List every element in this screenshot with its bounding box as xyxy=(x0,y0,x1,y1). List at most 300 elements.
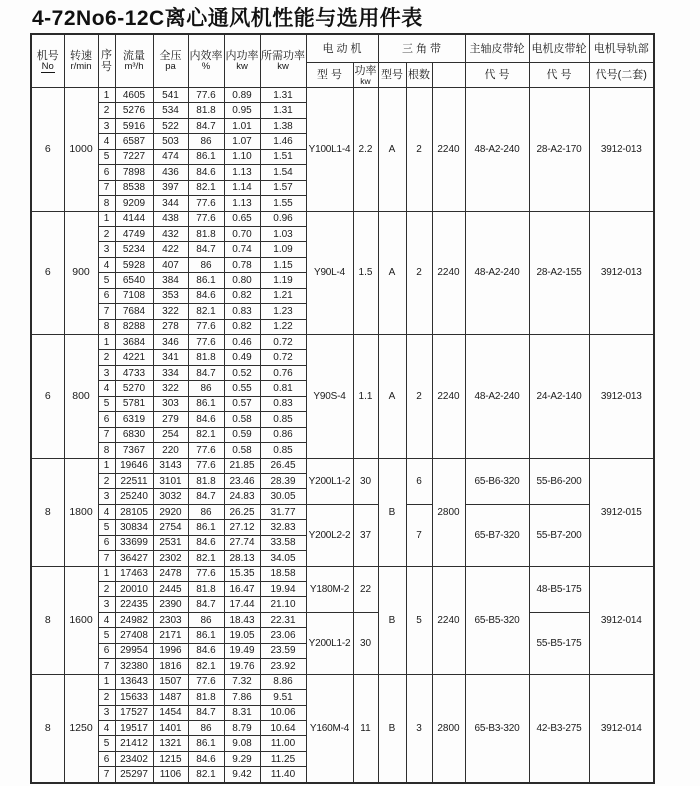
internal-power-cell: 0.74 xyxy=(224,242,260,257)
motor-power-cell: 2.2 xyxy=(353,88,378,212)
required-power-cell: 23.59 xyxy=(260,643,306,658)
pressure-cell: 1106 xyxy=(153,767,188,783)
col-header-pressure xyxy=(153,34,188,88)
pressure-cell: 2531 xyxy=(153,535,188,550)
efficiency-cell: 84.7 xyxy=(188,365,224,380)
seq-cell: 1 xyxy=(98,566,115,581)
required-power-cell: 33.58 xyxy=(260,535,306,550)
required-power-cell: 1.51 xyxy=(260,149,306,164)
pressure-cell: 2445 xyxy=(153,582,188,597)
internal-power-cell: 0.65 xyxy=(224,211,260,226)
seq-cell: 1 xyxy=(98,674,115,689)
efficiency-label: 内效率 xyxy=(189,50,223,62)
motor-model-cell: Y90L-4 xyxy=(306,211,353,335)
pressure-cell: 279 xyxy=(153,412,188,427)
required-power-cell: 0.96 xyxy=(260,211,306,226)
belt-roots-cell: 7 xyxy=(406,504,432,566)
flow-cell: 19646 xyxy=(115,458,153,473)
flow-cell: 28105 xyxy=(115,504,153,519)
pressure-cell: 322 xyxy=(153,381,188,396)
internal-power-cell: 28.13 xyxy=(224,551,260,566)
internal-power-cell: 16.47 xyxy=(224,582,260,597)
seq-cell: 6 xyxy=(98,165,115,180)
required-power-cell: 10.64 xyxy=(260,720,306,735)
motor-model-cell: Y200L1-2 xyxy=(306,458,353,504)
efficiency-cell: 84.6 xyxy=(188,751,224,766)
required-power-cell: 28.39 xyxy=(260,473,306,488)
seq-cell: 7 xyxy=(98,767,115,783)
internal-power-cell: 1.13 xyxy=(224,196,260,211)
flow-unit: m³/h xyxy=(124,61,144,72)
speed-cell: 1000 xyxy=(64,88,98,212)
efficiency-cell: 81.8 xyxy=(188,226,224,241)
pressure-cell: 384 xyxy=(153,273,188,288)
seq-cell: 4 xyxy=(98,612,115,627)
efficiency-cell: 81.8 xyxy=(188,473,224,488)
pressure-cell: 407 xyxy=(153,257,188,272)
internal-power-cell: 19.05 xyxy=(224,628,260,643)
data-row xyxy=(31,612,654,627)
data-row xyxy=(31,335,654,350)
pressure-cell: 2920 xyxy=(153,504,188,519)
internal-power-cell: 19.76 xyxy=(224,659,260,674)
seq-cell: 5 xyxy=(98,273,115,288)
fan-no-label: 机号 xyxy=(36,50,59,62)
pressure-unit: pa xyxy=(165,61,176,72)
efficiency-cell: 82.1 xyxy=(188,659,224,674)
efficiency-cell: 84.7 xyxy=(188,597,224,612)
flow-cell: 9209 xyxy=(115,196,153,211)
efficiency-cell: 86 xyxy=(188,381,224,396)
internal-power-cell: 1.10 xyxy=(224,149,260,164)
motor-rail-code-cell: 3912-013 xyxy=(589,88,654,212)
efficiency-cell: 77.6 xyxy=(188,196,224,211)
flow-cell: 7227 xyxy=(115,149,153,164)
pressure-cell: 344 xyxy=(153,196,188,211)
pressure-cell: 1215 xyxy=(153,751,188,766)
flow-cell: 6587 xyxy=(115,134,153,149)
internal-power-cell: 1.13 xyxy=(224,165,260,180)
efficiency-cell: 82.1 xyxy=(188,551,224,566)
flow-cell: 5270 xyxy=(115,381,153,396)
seq-cell: 7 xyxy=(98,659,115,674)
seq-cell: 3 xyxy=(98,489,115,504)
flow-cell: 22511 xyxy=(115,473,153,488)
col-header-belt-roots: 根数 xyxy=(406,63,432,88)
flow-cell: 5781 xyxy=(115,396,153,411)
flow-cell: 33699 xyxy=(115,535,153,550)
pressure-cell: 1401 xyxy=(153,720,188,735)
internal-power-cell: 0.82 xyxy=(224,288,260,303)
flow-cell: 17527 xyxy=(115,705,153,720)
motor-rail-code-cell: 3912-014 xyxy=(589,566,654,674)
belt-roots-cell: 2 xyxy=(406,88,432,212)
motor-model-cell: Y200L1-2 xyxy=(306,612,353,674)
internal-power-label: 内功率 xyxy=(225,50,259,62)
main-shaft-pulley-code-cell: 48-A2-240 xyxy=(465,211,529,335)
seq-cell: 2 xyxy=(98,582,115,597)
efficiency-cell: 77.6 xyxy=(188,566,224,581)
col-header-motor-model: 型 号 xyxy=(306,63,353,88)
flow-label: 流量 xyxy=(123,50,145,62)
flow-cell: 4733 xyxy=(115,365,153,380)
required-power-cell: 8.86 xyxy=(260,674,306,689)
table-body xyxy=(31,88,654,783)
required-power-cell: 23.06 xyxy=(260,628,306,643)
required-power-cell: 1.54 xyxy=(260,165,306,180)
efficiency-cell: 77.6 xyxy=(188,443,224,458)
seq-cell: 5 xyxy=(98,736,115,751)
belt-model-cell: A xyxy=(378,88,406,212)
motor-model-cell: Y90S-4 xyxy=(306,335,353,459)
internal-power-cell: 1.14 xyxy=(224,180,260,195)
data-row xyxy=(31,211,654,226)
pressure-cell: 2390 xyxy=(153,597,188,612)
required-power-cell: 23.92 xyxy=(260,659,306,674)
efficiency-cell: 86.1 xyxy=(188,520,224,535)
pressure-cell: 1487 xyxy=(153,690,188,705)
efficiency-cell: 77.6 xyxy=(188,88,224,103)
fan-size-cell: 8 xyxy=(31,674,64,783)
required-power-cell: 1.09 xyxy=(260,242,306,257)
belt-model-cell: B xyxy=(378,566,406,674)
col-header-speed xyxy=(64,34,98,88)
seq-label-top: 序 xyxy=(101,49,112,61)
belt-length-cell: 2800 xyxy=(432,674,465,783)
required-power-cell: 0.81 xyxy=(260,381,306,396)
motor-pulley-code-cell: 42-B3-275 xyxy=(529,674,589,783)
speed-cell: 900 xyxy=(64,211,98,335)
required-power-cell: 18.58 xyxy=(260,566,306,581)
efficiency-cell: 84.7 xyxy=(188,705,224,720)
fan-size-cell: 8 xyxy=(31,458,64,566)
efficiency-cell: 82.1 xyxy=(188,767,224,783)
fan-performance-table xyxy=(30,33,655,784)
flow-cell: 27408 xyxy=(115,628,153,643)
fan-size-cell: 6 xyxy=(31,211,64,335)
internal-power-cell: 0.52 xyxy=(224,365,260,380)
required-power-cell: 26.45 xyxy=(260,458,306,473)
efficiency-cell: 86.1 xyxy=(188,273,224,288)
internal-power-cell: 8.79 xyxy=(224,720,260,735)
efficiency-cell: 86.1 xyxy=(188,628,224,643)
required-power-cell: 0.85 xyxy=(260,443,306,458)
col-group-vbelt: 三 角 带 xyxy=(378,34,465,63)
motor-rail-code-cell: 3912-013 xyxy=(589,335,654,459)
pressure-cell: 534 xyxy=(153,103,188,118)
motor-power-cell: 30 xyxy=(353,612,378,674)
data-row xyxy=(31,88,654,103)
efficiency-cell: 82.1 xyxy=(188,427,224,442)
internal-power-cell: 18.43 xyxy=(224,612,260,627)
internal-power-cell: 0.59 xyxy=(224,427,260,442)
pressure-cell: 3032 xyxy=(153,489,188,504)
required-power-cell: 30.05 xyxy=(260,489,306,504)
main-shaft-pulley-code-cell: 65-B5-320 xyxy=(465,566,529,674)
internal-power-cell: 9.08 xyxy=(224,736,260,751)
speed-cell: 1250 xyxy=(64,674,98,783)
belt-length-cell: 2240 xyxy=(432,88,465,212)
main-shaft-pulley-code-cell: 48-A2-240 xyxy=(465,335,529,459)
required-power-cell: 32.83 xyxy=(260,520,306,535)
col-header-required-power xyxy=(260,34,306,88)
efficiency-cell: 86 xyxy=(188,612,224,627)
motor-power-cell: 11 xyxy=(353,674,378,783)
motor-model-cell: Y160M-4 xyxy=(306,674,353,783)
required-power-cell: 11.00 xyxy=(260,736,306,751)
data-row xyxy=(31,504,654,519)
pressure-cell: 2171 xyxy=(153,628,188,643)
motor-pulley-code-cell: 28-A2-170 xyxy=(529,88,589,212)
flow-cell: 20010 xyxy=(115,582,153,597)
flow-cell: 4605 xyxy=(115,88,153,103)
efficiency-unit: % xyxy=(201,61,211,72)
seq-cell: 6 xyxy=(98,751,115,766)
internal-power-cell: 0.70 xyxy=(224,226,260,241)
internal-power-cell: 0.95 xyxy=(224,103,260,118)
pressure-cell: 254 xyxy=(153,427,188,442)
motor-model-cell: Y200L2-2 xyxy=(306,504,353,566)
data-row xyxy=(31,566,654,581)
internal-power-cell: 0.78 xyxy=(224,257,260,272)
required-power-cell: 0.85 xyxy=(260,412,306,427)
belt-length-cell: 2240 xyxy=(432,335,465,459)
pressure-cell: 2478 xyxy=(153,566,188,581)
flow-cell: 5234 xyxy=(115,242,153,257)
required-power-cell: 1.22 xyxy=(260,319,306,334)
efficiency-cell: 86 xyxy=(188,504,224,519)
pressure-cell: 346 xyxy=(153,335,188,350)
efficiency-cell: 84.7 xyxy=(188,489,224,504)
efficiency-cell: 84.7 xyxy=(188,118,224,133)
fan-no-unit: No xyxy=(41,61,54,72)
flow-cell: 21412 xyxy=(115,736,153,751)
motor-model-cell: Y180M-2 xyxy=(306,566,353,612)
required-power-cell: 0.72 xyxy=(260,335,306,350)
internal-power-cell: 0.80 xyxy=(224,273,260,288)
seq-cell: 8 xyxy=(98,196,115,211)
main-shaft-pulley-code-cell: 48-A2-240 xyxy=(465,88,529,212)
required-power-cell: 1.55 xyxy=(260,196,306,211)
flow-cell: 22435 xyxy=(115,597,153,612)
required-power-cell: 0.86 xyxy=(260,427,306,442)
required-power-cell: 1.38 xyxy=(260,118,306,133)
flow-cell: 29954 xyxy=(115,643,153,658)
flow-cell: 5916 xyxy=(115,118,153,133)
flow-cell: 25297 xyxy=(115,767,153,783)
pressure-cell: 278 xyxy=(153,319,188,334)
seq-cell: 7 xyxy=(98,304,115,319)
pressure-cell: 1454 xyxy=(153,705,188,720)
seq-cell: 6 xyxy=(98,535,115,550)
pressure-cell: 334 xyxy=(153,365,188,380)
flow-cell: 4221 xyxy=(115,350,153,365)
seq-cell: 5 xyxy=(98,396,115,411)
flow-cell: 23402 xyxy=(115,751,153,766)
flow-cell: 5928 xyxy=(115,257,153,272)
required-power-cell: 0.83 xyxy=(260,396,306,411)
pressure-cell: 303 xyxy=(153,396,188,411)
required-power-unit: kw xyxy=(277,61,289,72)
efficiency-cell: 82.1 xyxy=(188,304,224,319)
efficiency-cell: 77.6 xyxy=(188,319,224,334)
speed-cell: 1800 xyxy=(64,458,98,566)
belt-length-cell: 2800 xyxy=(432,458,465,566)
seq-cell: 5 xyxy=(98,149,115,164)
flow-cell: 7898 xyxy=(115,165,153,180)
flow-cell: 30834 xyxy=(115,520,153,535)
motor-power-unit: kw xyxy=(360,76,371,86)
fan-size-cell: 6 xyxy=(31,335,64,459)
required-power-cell: 1.15 xyxy=(260,257,306,272)
seq-cell: 3 xyxy=(98,242,115,257)
pressure-cell: 2302 xyxy=(153,551,188,566)
required-power-label: 所需功率 xyxy=(261,50,305,62)
motor-power-cell: 30 xyxy=(353,458,378,504)
seq-cell: 3 xyxy=(98,597,115,612)
flow-cell: 3684 xyxy=(115,335,153,350)
flow-cell: 7108 xyxy=(115,288,153,303)
seq-cell: 3 xyxy=(98,365,115,380)
required-power-cell: 31.77 xyxy=(260,504,306,519)
internal-power-cell: 8.31 xyxy=(224,705,260,720)
internal-power-cell: 0.89 xyxy=(224,88,260,103)
efficiency-cell: 86 xyxy=(188,134,224,149)
seq-cell: 7 xyxy=(98,427,115,442)
col-header-fan-no xyxy=(31,34,64,88)
seq-cell: 8 xyxy=(98,319,115,334)
internal-power-cell: 26.25 xyxy=(224,504,260,519)
efficiency-cell: 84.6 xyxy=(188,288,224,303)
seq-label-bottom: 号 xyxy=(101,61,112,73)
internal-power-unit: kw xyxy=(236,61,248,72)
pressure-cell: 474 xyxy=(153,149,188,164)
efficiency-cell: 86 xyxy=(188,720,224,735)
required-power-cell: 9.51 xyxy=(260,690,306,705)
seq-cell: 1 xyxy=(98,88,115,103)
flow-cell: 15633 xyxy=(115,690,153,705)
belt-roots-cell: 3 xyxy=(406,674,432,783)
required-power-cell: 1.31 xyxy=(260,103,306,118)
pressure-cell: 1507 xyxy=(153,674,188,689)
col-header-main-pulley-code: 代 号 xyxy=(465,63,529,88)
pressure-cell: 322 xyxy=(153,304,188,319)
motor-rail-code-cell: 3912-014 xyxy=(589,674,654,783)
internal-power-cell: 24.83 xyxy=(224,489,260,504)
flow-cell: 6319 xyxy=(115,412,153,427)
pressure-cell: 2303 xyxy=(153,612,188,627)
flow-cell: 7367 xyxy=(115,443,153,458)
motor-pulley-code-cell: 28-A2-155 xyxy=(529,211,589,335)
pressure-cell: 541 xyxy=(153,88,188,103)
internal-power-cell: 1.01 xyxy=(224,118,260,133)
belt-roots-cell: 5 xyxy=(406,566,432,674)
col-header-belt-model: 型号 xyxy=(378,63,406,88)
efficiency-cell: 84.6 xyxy=(188,165,224,180)
flow-cell: 19517 xyxy=(115,720,153,735)
seq-cell: 6 xyxy=(98,643,115,658)
internal-power-cell: 23.46 xyxy=(224,473,260,488)
motor-power-cell: 37 xyxy=(353,504,378,566)
internal-power-cell: 7.32 xyxy=(224,674,260,689)
internal-power-cell: 0.82 xyxy=(224,319,260,334)
efficiency-cell: 84.6 xyxy=(188,643,224,658)
internal-power-cell: 9.29 xyxy=(224,751,260,766)
motor-power-cell: 22 xyxy=(353,566,378,612)
required-power-cell: 22.31 xyxy=(260,612,306,627)
col-header-efficiency xyxy=(188,34,224,88)
flow-cell: 24982 xyxy=(115,612,153,627)
seq-cell: 2 xyxy=(98,690,115,705)
belt-model-cell: B xyxy=(378,458,406,566)
seq-cell: 2 xyxy=(98,473,115,488)
belt-roots-cell: 6 xyxy=(406,458,432,504)
flow-cell: 8288 xyxy=(115,319,153,334)
required-power-cell: 1.57 xyxy=(260,180,306,195)
main-shaft-pulley-code-cell: 65-B3-320 xyxy=(465,674,529,783)
seq-cell: 4 xyxy=(98,504,115,519)
seq-cell: 4 xyxy=(98,134,115,149)
main-shaft-pulley-code-cell: 65-B7-320 xyxy=(465,504,529,566)
flow-cell: 13643 xyxy=(115,674,153,689)
fan-size-cell: 8 xyxy=(31,566,64,674)
required-power-cell: 11.25 xyxy=(260,751,306,766)
pressure-cell: 3101 xyxy=(153,473,188,488)
flow-cell: 17463 xyxy=(115,566,153,581)
seq-cell: 4 xyxy=(98,381,115,396)
internal-power-cell: 0.49 xyxy=(224,350,260,365)
efficiency-cell: 84.7 xyxy=(188,242,224,257)
col-group-main-pulley: 主轴皮带轮 xyxy=(465,34,529,63)
motor-rail-code-cell: 3912-013 xyxy=(589,211,654,335)
pressure-cell: 2754 xyxy=(153,520,188,535)
col-header-rail-code: 代号(二套) xyxy=(589,63,654,88)
belt-roots-cell: 2 xyxy=(406,335,432,459)
efficiency-cell: 81.8 xyxy=(188,103,224,118)
efficiency-cell: 84.6 xyxy=(188,535,224,550)
flow-cell: 4144 xyxy=(115,211,153,226)
motor-model-cell: Y100L1-4 xyxy=(306,88,353,212)
internal-power-cell: 7.86 xyxy=(224,690,260,705)
efficiency-cell: 86.1 xyxy=(188,736,224,751)
required-power-cell: 19.94 xyxy=(260,582,306,597)
seq-cell: 5 xyxy=(98,520,115,535)
seq-cell: 4 xyxy=(98,720,115,735)
seq-cell: 2 xyxy=(98,103,115,118)
efficiency-cell: 86.1 xyxy=(188,149,224,164)
seq-cell: 1 xyxy=(98,335,115,350)
table-header xyxy=(31,34,654,88)
internal-power-cell: 17.44 xyxy=(224,597,260,612)
motor-power-cell: 1.1 xyxy=(353,335,378,459)
fan-size-cell: 6 xyxy=(31,88,64,212)
seq-cell: 2 xyxy=(98,226,115,241)
speed-label: 转速 xyxy=(70,50,92,62)
col-header-flow xyxy=(115,34,153,88)
required-power-cell: 0.72 xyxy=(260,350,306,365)
efficiency-cell: 81.8 xyxy=(188,350,224,365)
required-power-cell: 21.10 xyxy=(260,597,306,612)
flow-cell: 25240 xyxy=(115,489,153,504)
main-shaft-pulley-code-cell: 65-B6-320 xyxy=(465,458,529,504)
motor-pulley-code-cell: 55-B7-200 xyxy=(529,504,589,566)
pressure-cell: 522 xyxy=(153,118,188,133)
seq-cell: 3 xyxy=(98,118,115,133)
belt-length-cell: 2240 xyxy=(432,566,465,674)
internal-power-cell: 1.07 xyxy=(224,134,260,149)
required-power-cell: 1.23 xyxy=(260,304,306,319)
internal-power-cell: 0.83 xyxy=(224,304,260,319)
